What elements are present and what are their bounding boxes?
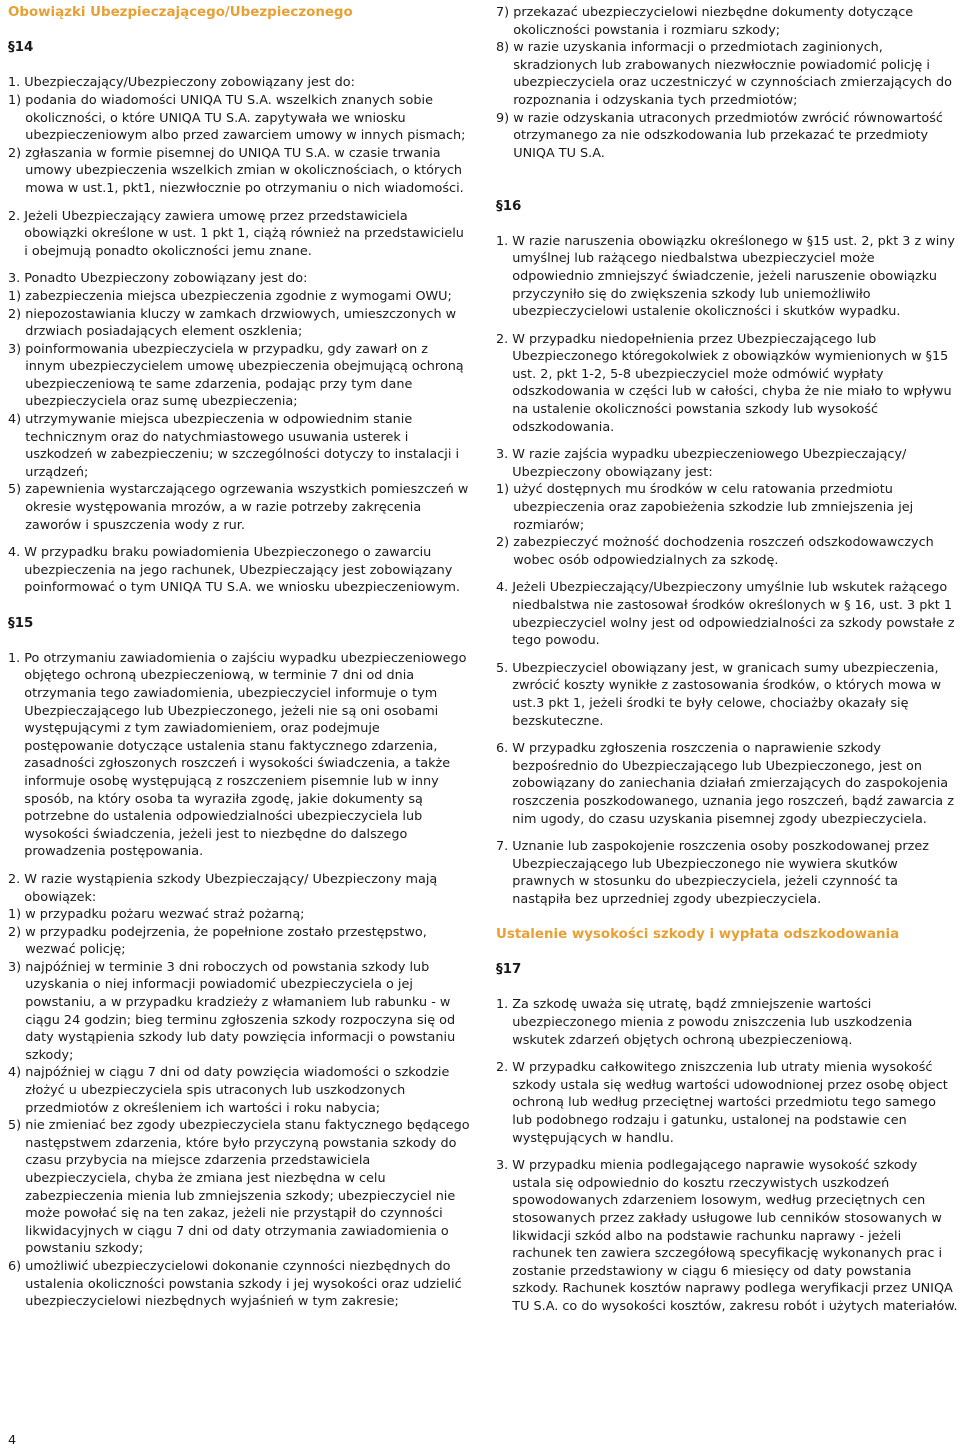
item-number: 8) xyxy=(496,40,514,56)
point-text: W przypadku niedopełnienia przez Ubezpieczającego lub Ubezpieczonego któregokolwiek z obowiązków wymienionych w §15 ust. 2, pkt 1-2, 5-8 ubezpieczyciel może odmówić wypłaty odszkodowania w części lub w całości, chyba że nie miało to wpływu na ustalenie okoliczności powstania szkody lub wysokość odszkodowania. xyxy=(512,331,952,435)
s16-p3-item-1 xyxy=(496,481,958,534)
point-number: 2. xyxy=(496,1060,513,1076)
item-number: 3) xyxy=(8,959,26,975)
item-text: najpóźniej w ciągu 7 dni od daty powzięcia wiadomości o szkodzie złożyć u ubezpieczyciela spis utraconych lub uszkodzonych przedmiotów z określeniem ich wartości i roku nabycia; xyxy=(25,1065,450,1116)
point-number: 4. xyxy=(8,545,25,561)
point-number: 1. xyxy=(8,650,25,666)
point-text: W przypadku całkowitego zniszczenia lub utraty mienia wysokość szkody ustala się według wartości udowodnionej przez osobę object ochroną lub według przeciętnej wartości przedmiotu tego samego lub podobnego rodzaju i gatunku, ustalonej na podstawie cen występujących w handlu. xyxy=(512,1060,948,1146)
point-text: W przypadku zgłoszenia roszczenia o naprawienie szkody bezpośrednio do Ubezpieczającego lub Ubezpieczonego, jest on zobowiązany do zaniechania działań zmierzających do zaspokojenia roszczenia poszkodowanego, uznania jego roszczeń, bądź zawarcia z nim ugody, do czasu uzyskania pisemnej zgody ubezpieczyciela. xyxy=(512,741,954,827)
item-number: 2) xyxy=(496,535,514,551)
item-number: 4) xyxy=(8,1065,26,1081)
right-column xyxy=(496,4,958,1316)
s14-p1-item-1 xyxy=(8,92,470,145)
left-column xyxy=(8,4,470,1311)
item-text: zapewnienia wystarczającego ogrzewania wszystkich pomieszczeń w okresie występowania mrozów, a w razie potrzeby zakręcenia zaworów i spuszczenia wody z rur. xyxy=(25,482,469,533)
s14-p3-item-1 xyxy=(8,288,470,306)
item-number: 2) xyxy=(8,306,26,322)
s17-point-2 xyxy=(496,1059,958,1147)
point-number: 7. xyxy=(496,839,513,855)
s15-p2-item-6 xyxy=(8,1258,470,1311)
s15-p2-item-2 xyxy=(8,924,470,959)
s15-p2-item-1 xyxy=(8,906,470,924)
point-text: W razie wystąpienia szkody Ubezpieczający/ Ubezpieczony mają obowiązek: xyxy=(24,871,438,905)
s14-p3-item-4 xyxy=(8,411,470,481)
item-number: 1) xyxy=(8,907,26,923)
s15-p2-item-4 xyxy=(8,1064,470,1117)
s16-point-2 xyxy=(496,331,958,437)
item-text: zgłaszania w formie pisemnej do UNIQA TU S.A. w czasie trwania umowy ubezpieczenia wszelkich zmian w okolicznościach, o których mowa w ust.1, pkt1, niezwłocznie po otrzymaniu o nich wiadomości. xyxy=(25,145,464,196)
point-number: 1. xyxy=(496,997,513,1013)
item-number: 9) xyxy=(496,110,514,126)
item-text: użyć dostępnych mu środków w celu ratowania przedmiotu ubezpieczenia oraz zapobieżenia szkodzie lub zmniejszenia jej rozmiarów; xyxy=(513,482,914,533)
point-text: W razie naruszenia obowiązku określonego w §15 ust. 2, pkt 3 z winy umyślnej lub rażącego niedbalstwa ubezpieczyciel może odpowiednio zmniejszyć świadczenie, jeżeli naruszenie obowiązku przyczyniło się do zwiększenia szkody lub uniemożliwiło ubezpieczycielowi ustalenie okoliczności i skutków wypadku. xyxy=(512,233,955,320)
s15-p2-item-7 xyxy=(496,4,958,39)
point-number: 5. xyxy=(496,660,513,676)
item-text: zabezpieczenia miejsca ubezpieczenia zgodnie z wymogami OWU; xyxy=(25,288,452,304)
s14-point-1 xyxy=(8,74,470,92)
point-number: 4. xyxy=(496,580,513,596)
point-number: 2. xyxy=(8,208,25,224)
point-text: Jeżeli Ubezpieczający/Ubezpieczony umyślnie lub wskutek rażącego niedbalstwa nie zastosował środków określonych w § 16, ust. 3 pkt 1 ubezpieczyciel wolny jest od odpowiedzialności za szkody powstałe z tego powodu. xyxy=(512,580,955,649)
s16-point-4 xyxy=(496,579,958,649)
s15-p2-item-8 xyxy=(496,39,958,109)
s17-point-1 xyxy=(496,996,958,1049)
item-text: w razie uzyskania informacji o przedmiotach zaginionych, skradzionych lub zrabowanych niezwłocznie powiadomić policję i ubezpieczyciela oraz uczestniczyć w czynnościach zmierzających do rozpoznania i odzyskania tych przedmiotów; xyxy=(513,40,952,108)
s15-point-1 xyxy=(8,650,470,861)
item-number: 1) xyxy=(8,92,26,108)
point-number: 3. xyxy=(8,271,25,287)
item-number: 1) xyxy=(496,482,514,498)
s16-point-7 xyxy=(496,838,958,908)
item-text: niepozostawiania kluczy w zamkach drzwiowych, umieszczonych w drzwiach posiadających element oszklenia; xyxy=(25,306,457,340)
item-text: zabezpieczyć możność dochodzenia roszczeń odszkodowawczych wobec osób odpowiedzialnych za szkodę. xyxy=(513,535,934,568)
s16-point-3 xyxy=(496,446,958,481)
item-text: w przypadku podejrzenia, że popełnione zostało przestępstwo, wezwać policję; xyxy=(25,924,427,958)
item-text: w przypadku pożaru wezwać straż pożarną; xyxy=(25,907,305,923)
item-text: utrzymywanie miejsca ubezpieczenia w odpowiednim stanie technicznym oraz do natychmiastowego usuwania usterek i uszkodzeń w zabezpieczeniu; w szczególności dotyczy to instalacji i urządzeń; xyxy=(25,412,460,480)
s14-point-4 xyxy=(8,544,470,597)
point-number: 6. xyxy=(496,741,513,757)
point-text: Ubezpieczający/Ubezpieczony zobowiązany jest do: xyxy=(24,75,355,91)
point-number: 1. xyxy=(8,75,25,91)
item-number: 4) xyxy=(8,412,26,428)
item-number: 5) xyxy=(8,1118,26,1134)
item-number: 2) xyxy=(8,924,26,940)
page-number: 4 xyxy=(8,1433,17,1448)
item-text: podania do wiadomości UNIQA TU S.A. wszelkich znanych sobie okoliczności, o które UNIQA TU S.A. zapytywała we wniosku ubezpieczeniowym albo przed zawarciem umowy w innych pismach; xyxy=(25,92,466,144)
item-number: 2) xyxy=(8,145,26,161)
point-text: Po otrzymaniu zawiadomienia o zajściu wypadku ubezpieczeniowego objętego ochroną ubezpieczeniową, w terminie 7 dni od dnia otrzymania tego zawiadomienia, ubezpieczyciel informuje o tym Ubezpieczającego lub Ubezpieczonego, jeżeli nie są oni osobami występującymi z tym zawiadomieniem, oraz podejmuje postępowanie dotyczące ustalenia stanu faktycznego zdarzenia, zasadności zgłoszonych roszczeń i wysokości świadczenia, a także informuje osobę występującą z roszczeniem pisemnie lub w inny sposób, na który osoba ta wyraziła zgodę, jakie dokumenty są potrzebne do ustalenia odpowiedzialności ubezpieczyciela lub wysokości świadczenia, jeżeli jest to niezbędne do dalszego prowadzenia postępowania. xyxy=(24,650,467,860)
point-text: Jeżeli Ubezpieczający zawiera umowę przez przedstawiciela obowiązki określone w ust. 1 pkt 1, ciążą również na przedstawicielu i obejmują ponadto okoliczności jemu znane. xyxy=(24,208,464,259)
item-number: 7) xyxy=(496,5,514,20)
s16-point-5 xyxy=(496,660,958,730)
s16-point-6 xyxy=(496,740,958,828)
point-number: 3. xyxy=(496,447,513,463)
s14-p3-item-2 xyxy=(8,306,470,341)
s15-p2-item-5 xyxy=(8,1117,470,1258)
item-text: nie zmieniać bez zgody ubezpieczyciela stanu faktycznego będącego następstwem zdarzenia, które było przyczyną powstania szkody do czasu przybycia na miejsce zdarzenia przedstawiciela ubezpieczyciela, chyba że zmiana jest niezbędna w celu zabezpieczenia mienia lub zmniejszenia szkody; ubezpieczyciel nie może powołać się na ten zakaz, jeżeli nie przystąpił do czynności likwidacyjnych w ciągu 7 dni od daty otrzymania zawiadomienia o powstaniu szkody; xyxy=(25,1118,470,1257)
item-text: poinformowania ubezpieczyciela w przypadku, gdy zawarł on z innym ubezpieczycielem umowę ubezpieczenia obejmującą ochroną ubezpieczeniową te same zdarzenia, podając przy tym dane ubezpieczyciela oraz sumę ubezpieczenia; xyxy=(25,341,464,410)
point-number: 1. xyxy=(496,233,513,249)
point-text: W przypadku mienia podlegającego naprawie wysokość szkody ustala się odpowiednio do kosztu rzeczywistych uszkodzeń spowodowanych zdarzeniem losowym, według przeciętnych cen stosowanych przez zakłady usługowe lub cenników stosowanych w likwidacji szkód albo na podstawie rachunku naprawy - jeżeli rachunek ten zawiera szczegółową specyfikację wykonanych prac i zostanie przedstawiony w ciągu 6 miesięcy od daty powstania szkody. Rachunek kosztów naprawy podlega weryfikacji przez UNIQA TU S.A. co do wysokości kosztów, zakresu robót i użytych materiałów. xyxy=(512,1158,958,1314)
s14-p3-item-5 xyxy=(8,481,470,534)
item-number: 3) xyxy=(8,341,26,357)
section-title-2: Ustalenie wysokości szkody i wypłata odszkodowania xyxy=(496,927,900,943)
point-number: 2. xyxy=(8,871,25,887)
s17-point-3 xyxy=(496,1157,958,1315)
paragraph-heading-16: §16 xyxy=(496,198,522,214)
s14-point-2 xyxy=(8,208,470,261)
paragraph-heading-17: §17 xyxy=(496,962,522,978)
item-text: w razie odzyskania utraconych przedmiotów zwrócić równowartość otrzymanego za nie odszkodowania lub przekazać te przedmioty UNIQA TU S.A. xyxy=(513,110,943,161)
point-text: Uznanie lub zaspokojenie roszczenia osoby poszkodowanej przez Ubezpieczającego lub Ubezpieczonego nie wywiera skutków prawnych w stosunku do ubezpieczyciela, jeżeli czynność ta nastąpiła bez uprzedniej zgody ubezpieczyciela. xyxy=(512,839,929,907)
s16-p3-item-2 xyxy=(496,534,958,569)
s14-p1-item-2 xyxy=(8,145,470,198)
s16-point-1 xyxy=(496,233,958,321)
point-number: 2. xyxy=(496,331,513,347)
s15-p2-item-9 xyxy=(496,110,958,163)
item-number: 6) xyxy=(8,1258,26,1274)
point-text: Ponadto Ubezpieczony zobowiązany jest do: xyxy=(24,271,308,287)
item-text: najpóźniej w terminie 3 dni roboczych od powstania szkody lub uzyskania o niej informacji powiadomić ubezpieczyciela o jej powstaniu, a w przypadku kradzieży z włamaniem lub rabunku - w ciągu 24 godzin; bieg terminu zgłoszenia szkody rozpoczyna się od daty wystąpienia szkody lub daty powzięcia informacji o powstaniu szkody; xyxy=(25,959,456,1063)
item-text: umożliwić ubezpieczycielowi dokonanie czynności niezbędnych do ustalenia okoliczności powstania szkody i jej wysokości oraz udzielić ubezpieczycielowi niezbędnych wyjaśnień w tym zakresie; xyxy=(25,1258,462,1310)
item-text: przekazać ubezpieczycielowi niezbędne dokumenty dotyczące okoliczności powstania i rozmiaru szkody; xyxy=(513,5,914,38)
section-title: Obowiązki Ubezpieczającego/Ubezpieczonego xyxy=(8,5,353,20)
s15-p2-item-3 xyxy=(8,959,470,1065)
paragraph-heading-14: §14 xyxy=(8,40,34,56)
paragraph-heading-15: §15 xyxy=(8,615,34,631)
point-text: Za szkodę uważa się utratę, bądź zmniejszenie wartości ubezpieczonego mienia z powodu zniszczenia lub uszkodzenia wskutek zdarzeń objętych ochroną ubezpieczeniową. xyxy=(512,997,913,1048)
point-text: W przypadku braku powiadomienia Ubezpieczonego o zawarciu ubezpieczenia na jego rachunek, Ubezpieczający jest zobowiązany poinformować o tym UNIQA TU S.A. we wniosku ubezpieczeniowym. xyxy=(24,545,461,596)
item-number: 5) xyxy=(8,482,26,498)
point-text: W razie zajścia wypadku ubezpieczeniowego Ubezpieczający/ Ubezpieczony obowiązany jest: xyxy=(512,447,907,480)
s15-point-2 xyxy=(8,871,470,906)
s14-point-3 xyxy=(8,270,470,288)
s14-p3-item-3 xyxy=(8,341,470,411)
point-text: Ubezpieczyciel obowiązany jest, w granicach sumy ubezpieczenia, zwrócić koszty wynikłe z zastosowania środków, o których mowa w ust.3 pkt 1, jeżeli środki te były celowe, chociażby okazały się bezskuteczne. xyxy=(512,660,942,729)
item-number: 1) xyxy=(8,288,26,304)
point-number: 3. xyxy=(496,1158,513,1174)
